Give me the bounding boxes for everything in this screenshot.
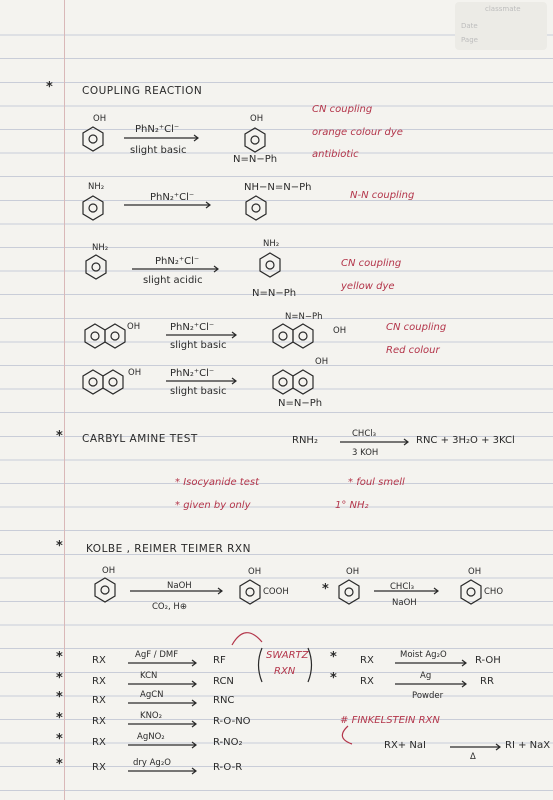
swarts-curve [232, 633, 262, 645]
benzene-ring-aniline [83, 196, 103, 220]
finkelstein-products: RI + NaX [505, 740, 551, 751]
section-title-carbylamine: CARBYL AMINE TEST [82, 433, 198, 445]
swarts-sub: RXN [274, 666, 296, 677]
note: yellow dye [341, 281, 395, 292]
reactant: RX [92, 737, 106, 748]
note: CN coupling [386, 322, 447, 333]
label-oh: OH [468, 567, 482, 577]
note: CN coupling [341, 258, 402, 269]
label-oh: OH [128, 368, 142, 378]
label-oh: OH [93, 114, 107, 124]
reagent: AgNO₂ [137, 732, 165, 742]
label-nh2: NH₂ [263, 239, 280, 249]
reagent: 3 KOH [352, 448, 379, 458]
note: 1° NH₂ [335, 500, 369, 511]
reagent: NaOH [167, 581, 192, 591]
reagent: PhN₂⁺Cl⁻ [135, 124, 180, 135]
reactant: RX [92, 762, 106, 773]
bullet-star: * [56, 429, 63, 444]
date-label: Date [461, 22, 478, 30]
naphthalene-ring-product [273, 370, 313, 394]
condition: slight acidic [143, 275, 203, 286]
reactant: RNH₂ [292, 435, 318, 446]
product-azo: N=N−Ph [285, 312, 323, 322]
benzene-ring-phenol [339, 580, 359, 604]
condition: slight basic [170, 386, 227, 397]
product: NH−N=N−Ph [244, 182, 312, 193]
bullet-star: * [330, 650, 337, 665]
product: R-O-NO [213, 716, 251, 727]
benzene-ring-phenol [83, 127, 103, 151]
product: R-O-R [213, 762, 243, 773]
benzene-ring-aniline [86, 255, 106, 279]
page-label: Page [461, 36, 478, 44]
finkelstein-condition: Δ [470, 752, 476, 762]
naphthalene-ring [83, 370, 123, 394]
note: * Isocyanide test [175, 477, 260, 488]
reactant: RX [360, 655, 374, 666]
condition: slight basic [130, 145, 187, 156]
reagent: KCN [140, 671, 158, 681]
reagent: AgF / DMF [135, 650, 179, 660]
finkel-curve [342, 726, 352, 744]
reagent: CHCl₃ [390, 582, 415, 592]
label-oh: OH [333, 326, 347, 336]
reagent: PhN₂⁺Cl⁻ [170, 368, 215, 379]
product: RNC + 3H₂O + 3KCl [416, 435, 515, 446]
reactant: RX [92, 695, 106, 706]
reagent: CHCl₃ [352, 429, 377, 439]
bullet-star: * [56, 732, 63, 747]
bullet-star: * [330, 671, 337, 686]
benzene-ring-product [245, 128, 265, 152]
note: orange colour dye [312, 127, 403, 138]
benzene-ring-phenol [95, 578, 115, 602]
reagent: AgCN [140, 690, 164, 700]
product: RR [480, 676, 494, 687]
reagent: dry Ag₂O [133, 758, 171, 768]
reagent: KNO₂ [140, 711, 163, 721]
finkelstein-reactants: RX+ NaI [384, 740, 426, 751]
note: antibiotic [312, 149, 359, 160]
bullet-star: * [46, 80, 53, 95]
label-oh: OH [248, 567, 262, 577]
reactant: RX [92, 676, 106, 687]
note: * given by only [175, 500, 251, 511]
bullet-star: * [56, 650, 63, 665]
reagent: PhN₂⁺Cl⁻ [170, 322, 215, 333]
reagent: PhN₂⁺Cl⁻ [155, 256, 200, 267]
label-oh: OH [102, 566, 116, 576]
bullet-star: * [56, 690, 63, 705]
reagent: CO₂, H⊕ [152, 602, 187, 612]
benzene-ring-aldehyde [461, 580, 481, 604]
note: Red colour [386, 345, 440, 356]
benzene-ring-product [246, 196, 266, 220]
reactant: RX [92, 716, 106, 727]
label-oh: OH [346, 567, 360, 577]
bracket-left [259, 648, 263, 682]
reagent: PhN₂⁺Cl⁻ [150, 192, 195, 203]
naphthalene-ring [85, 324, 125, 348]
label-oh: OH [315, 357, 329, 367]
product: R-OH [475, 655, 501, 666]
swarts-label: SWARTZ [266, 650, 309, 661]
product: RNC [213, 695, 235, 706]
product: RCN [213, 676, 234, 687]
brand-logo: classmate [485, 5, 521, 13]
product: RF [213, 655, 226, 666]
label-nh2: NH₂ [88, 182, 105, 192]
product-group: CHO [484, 587, 504, 597]
product-substituent: N=N−Ph [233, 154, 278, 165]
label-nh2: NH₂ [92, 243, 109, 253]
bullet-star: * [322, 582, 329, 597]
reagent: Ag [420, 671, 432, 681]
reagent: NaOH [392, 598, 417, 608]
label-oh: OH [250, 114, 264, 124]
product: R-NO₂ [213, 737, 243, 748]
bullet-star: * [56, 711, 63, 726]
reagent: Moist Ag₂O [400, 650, 447, 660]
bullet-star: * [56, 757, 63, 772]
reactant: RX [360, 676, 374, 687]
finkelstein-title: # FINKELSTEIN RXN [340, 715, 440, 726]
note: * foul smell [348, 477, 405, 488]
benzene-ring-product [260, 253, 280, 277]
condition: slight basic [170, 340, 227, 351]
product-substituent: N=N−Ph [278, 398, 323, 409]
label-oh: OH [127, 322, 141, 332]
note: N-N coupling [350, 190, 415, 201]
section-title-kolbe: KOLBE , REIMER TEIMER RXN [86, 543, 251, 555]
note: CN coupling [312, 104, 373, 115]
product-substituent: N=N−Ph [252, 288, 297, 299]
reactant: RX [92, 655, 106, 666]
bullet-star: * [56, 671, 63, 686]
benzene-ring-salicylic [240, 580, 260, 604]
naphthalene-ring-product [273, 324, 313, 348]
product-group: COOH [263, 587, 289, 597]
bullet-star: * [56, 539, 63, 554]
section-title-coupling: COUPLING REACTION [82, 85, 203, 97]
reagent: Powder [412, 691, 444, 701]
